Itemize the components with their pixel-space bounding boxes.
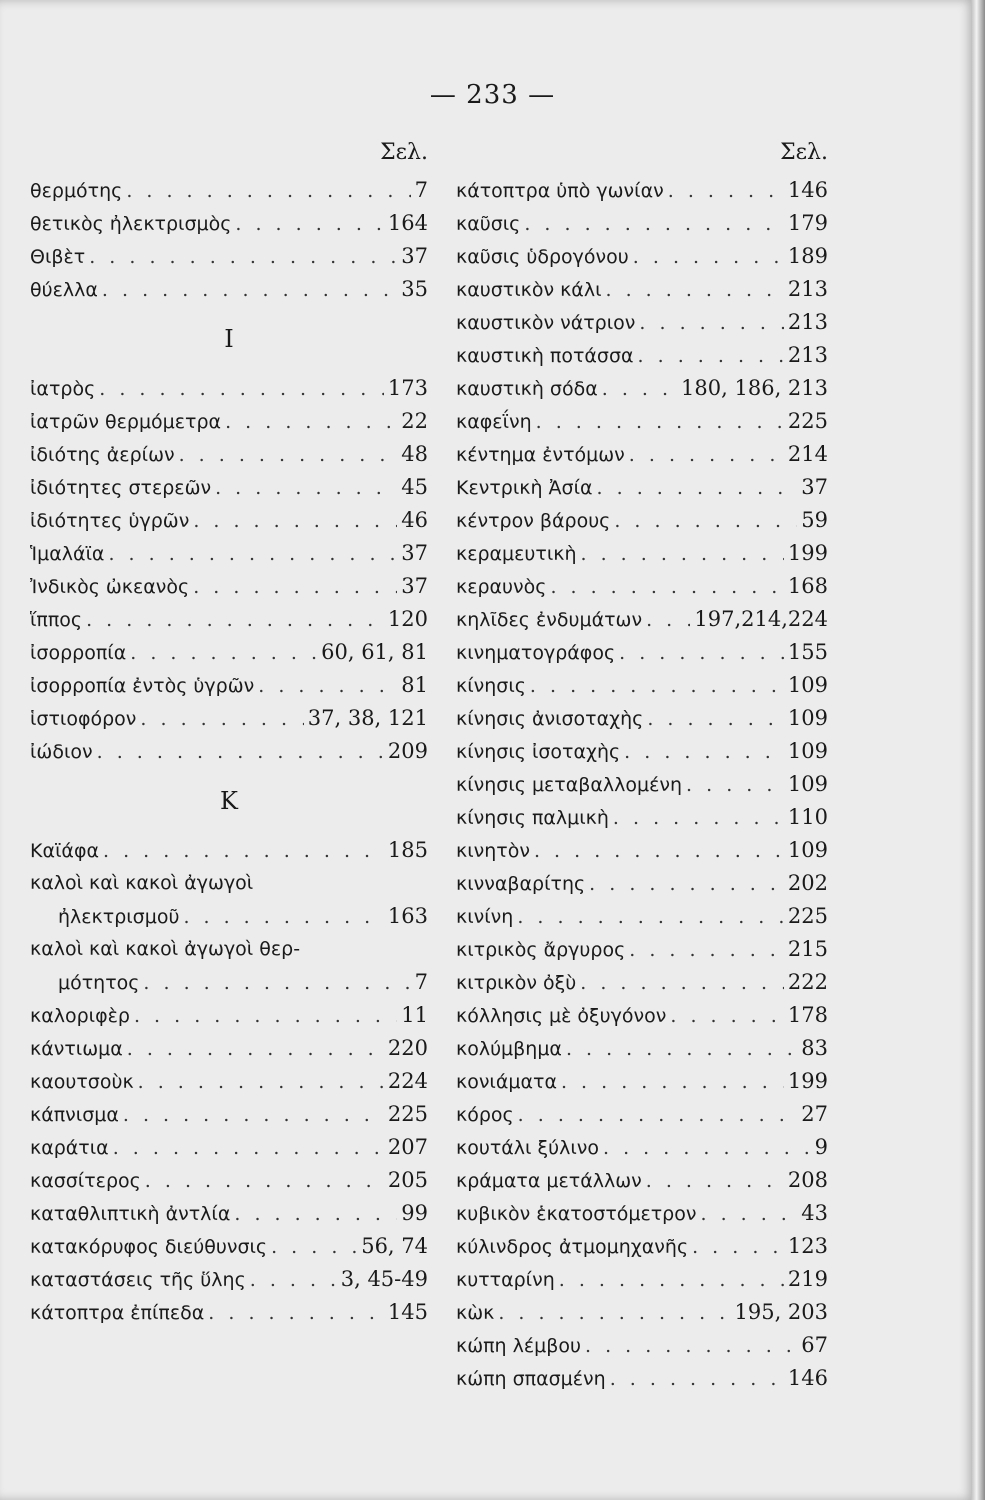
- index-term: κίνησις ἰσοταχὴς: [456, 741, 621, 763]
- dot-leader: [639, 307, 784, 339]
- page-reference: 7: [414, 970, 428, 994]
- page-reference: 99: [401, 1201, 428, 1225]
- index-term: ἰδιότης ἀερίων: [30, 444, 175, 466]
- index-entry: [456, 1197, 828, 1230]
- dot-leader: [517, 901, 784, 933]
- index-term: ἱστιοφόρον: [30, 708, 137, 730]
- dot-leader: [580, 967, 784, 999]
- page-reference: 60, 61, 81: [321, 640, 428, 664]
- index-entry: [456, 801, 828, 834]
- index-entry: [30, 1164, 428, 1197]
- index-entry: [456, 1230, 828, 1263]
- dot-leader: [692, 1231, 784, 1263]
- index-term: καλοριφὲρ: [30, 1005, 130, 1027]
- index-term: κηλῖδες ἐνδυμάτων: [456, 609, 643, 631]
- dot-leader: [102, 274, 397, 306]
- index-entry: [30, 702, 428, 735]
- dot-leader: [498, 1297, 730, 1329]
- index-term: Θιβὲτ: [30, 246, 86, 268]
- index-term: καυστικὴ ποτάσσα: [456, 345, 634, 367]
- page-reference: 213: [787, 343, 828, 367]
- page-reference: 109: [787, 739, 828, 763]
- index-term: θερμότης: [30, 180, 123, 202]
- index-entry: [456, 966, 828, 999]
- index-term: κολύμβημα: [456, 1038, 562, 1060]
- index-entry: [456, 1296, 828, 1329]
- page-reference: 46: [401, 508, 428, 532]
- dot-leader: [126, 175, 410, 207]
- dot-leader: [134, 1000, 397, 1032]
- index-entry: [30, 1131, 428, 1164]
- page-reference: 43: [801, 1201, 828, 1225]
- index-term: καράτια: [30, 1137, 109, 1159]
- index-term: κατακόρυφος διεύθυνσις: [30, 1236, 268, 1258]
- page-reference: 225: [787, 409, 828, 433]
- dot-leader: [581, 538, 784, 570]
- index-term: ἵππος: [30, 609, 83, 631]
- index-entry: [456, 735, 828, 768]
- page-reference: 225: [787, 904, 828, 928]
- dot-leader: [602, 373, 677, 405]
- dot-leader: [646, 1165, 784, 1197]
- index-term: καφεΐνη: [456, 411, 532, 433]
- index-term: Κεντρικὴ Ἀσία: [456, 477, 593, 499]
- dot-leader: [89, 241, 397, 273]
- section-letter: Ι: [224, 325, 234, 353]
- index-term: καλοὶ καὶ κακοὶ ἀγωγοὶ θερ-: [30, 938, 301, 960]
- page-reference: 81: [401, 673, 428, 697]
- index-term: ἰατρῶν θερμόμετρα: [30, 411, 222, 433]
- page-reference: 197,214,224: [694, 607, 828, 631]
- dot-leader: [123, 1099, 384, 1131]
- index-term: κονιάματα: [456, 1071, 557, 1093]
- dot-leader: [647, 703, 784, 735]
- page-reference: 220: [387, 1036, 428, 1060]
- index-entry: [30, 471, 428, 504]
- dot-leader: [597, 472, 798, 504]
- page-reference: 3, 45-49: [340, 1267, 428, 1291]
- index-entry: [456, 1263, 828, 1296]
- page-reference: 37: [401, 244, 428, 268]
- index-term: Ἰνδικὸς ὠκεανὸς: [30, 576, 190, 598]
- index-entry: [456, 438, 828, 471]
- dot-leader: [208, 1297, 384, 1329]
- index-term: κίνησις μεταβαλλομένη: [456, 774, 683, 796]
- page-edge: [971, 0, 985, 1500]
- dot-leader: [103, 835, 384, 867]
- index-entry: [30, 174, 428, 207]
- index-entry: [456, 504, 828, 537]
- index-entry: [456, 306, 828, 339]
- page-reference: 168: [787, 574, 828, 598]
- page-reference: 208: [787, 1168, 828, 1192]
- dot-leader: [638, 340, 784, 372]
- dot-leader: [610, 1363, 784, 1395]
- index-entry: [30, 1230, 428, 1263]
- index-entry: [456, 1065, 828, 1098]
- page-reference: 185: [387, 838, 428, 862]
- index-term: κινηματογράφος: [456, 642, 616, 664]
- index-entry: [30, 867, 428, 900]
- page-reference: 109: [787, 673, 828, 697]
- index-term: κίνησις παλμικὴ: [456, 807, 609, 829]
- index-term: κινναβαρίτης: [456, 873, 586, 895]
- dot-leader: [561, 1066, 784, 1098]
- page-reference: 37: [801, 475, 828, 499]
- index-entry: [30, 240, 428, 273]
- page-reference: 146: [787, 1366, 828, 1390]
- dot-leader: [559, 1264, 784, 1296]
- index-term: θύελλα: [30, 279, 98, 301]
- index-entry: [30, 1098, 428, 1131]
- page-reference: 209: [387, 739, 428, 763]
- dot-leader: [524, 208, 784, 240]
- dot-leader: [271, 1231, 357, 1263]
- index-term: κόρος: [456, 1104, 514, 1126]
- index-entry: [456, 1164, 828, 1197]
- index-term: ἰδιότητες στερεῶν: [30, 477, 212, 499]
- index-term: κράματα μετάλλων: [456, 1170, 642, 1192]
- index-term: κέντρον βάρους: [456, 510, 611, 532]
- index-term: κίνησις ἀνισοταχὴς: [456, 708, 644, 730]
- page-reference: 22: [401, 409, 428, 433]
- page-reference: 199: [787, 1069, 828, 1093]
- index-entry: [30, 504, 428, 537]
- dot-leader: [614, 505, 797, 537]
- index-term: ἰσορροπία: [30, 642, 127, 664]
- dot-leader: [606, 274, 784, 306]
- page-reference: 37: [401, 574, 428, 598]
- index-entry: [456, 372, 828, 405]
- index-term: καῦσις ὑδρογόνου: [456, 246, 629, 268]
- page-reference: 9: [814, 1135, 828, 1159]
- index-term: κώπη σπασμένη: [456, 1368, 606, 1390]
- page-reference: 109: [787, 706, 828, 730]
- index-term: ἰώδιον: [30, 741, 93, 763]
- index-term: κόλλησις μὲ ὀξυγόνον: [456, 1005, 667, 1027]
- page-reference: 225: [387, 1102, 428, 1126]
- page-reference: 205: [387, 1168, 428, 1192]
- page-reference: 222: [787, 970, 828, 994]
- dot-leader: [534, 835, 784, 867]
- page-reference: 110: [787, 805, 828, 829]
- page-reference: 35: [401, 277, 428, 301]
- index-term: κινητὸν: [456, 840, 530, 862]
- index-entry: [456, 933, 828, 966]
- index-entry: [456, 570, 828, 603]
- index-entry: [456, 1131, 828, 1164]
- page-reference: 7: [414, 178, 428, 202]
- dot-leader: [585, 1330, 797, 1362]
- page-reference: 224: [387, 1069, 428, 1093]
- dot-leader: [193, 505, 397, 537]
- index-term: καουτσοὺκ: [30, 1071, 134, 1093]
- index-term: κιτρικὸς ἄργυρος: [456, 939, 626, 961]
- index-term: κασσίτερος: [30, 1170, 141, 1192]
- dot-leader: [235, 208, 384, 240]
- index-entry: [30, 1263, 428, 1296]
- index-term: κουτάλι ξύλινο: [456, 1137, 599, 1159]
- page-reference: 189: [787, 244, 828, 268]
- index-entry: [30, 1296, 428, 1329]
- index-entry: [456, 1032, 828, 1065]
- dot-leader: [250, 1264, 337, 1296]
- dot-leader: [566, 1033, 797, 1065]
- page-reference: 179: [787, 211, 828, 235]
- index-entries: [30, 174, 428, 1329]
- index-term: καυστικὸν κάλι: [456, 279, 602, 301]
- index-entry: [456, 636, 828, 669]
- index-term: καυστικὸν νάτριον: [456, 312, 636, 334]
- index-entry: [456, 174, 828, 207]
- dot-leader: [589, 868, 784, 900]
- page-column-header: Σελ.: [780, 140, 828, 165]
- index-term: κάπνισμα: [30, 1104, 119, 1126]
- page-reference: 202: [787, 871, 828, 895]
- index-term: θετικὸς ἠλεκτρισμὸς: [30, 213, 232, 235]
- page-reference: 83: [801, 1036, 828, 1060]
- dot-leader: [646, 604, 690, 636]
- page-reference: 48: [401, 442, 428, 466]
- dot-leader: [215, 472, 397, 504]
- index-entry: [30, 537, 428, 570]
- dot-leader: [518, 1099, 798, 1131]
- page-reference: 155: [787, 640, 828, 664]
- index-entry: [456, 867, 828, 900]
- index-entry: [456, 999, 828, 1032]
- dot-leader: [536, 406, 784, 438]
- dot-leader: [686, 769, 784, 801]
- page-reference: 213: [787, 310, 828, 334]
- index-term: κώπη λέμβου: [456, 1335, 581, 1357]
- index-entry: [456, 1098, 828, 1131]
- page-reference: 109: [787, 772, 828, 796]
- dot-leader: [619, 637, 784, 669]
- page-reference: 37: [401, 541, 428, 565]
- index-entry: [30, 900, 428, 933]
- index-term: κυβικὸν ἑκατοστόμετρον: [456, 1203, 697, 1225]
- dot-leader: [145, 1165, 384, 1197]
- dot-leader: [629, 439, 784, 471]
- page-reference: 219: [787, 1267, 828, 1291]
- page-reference: 27: [801, 1102, 828, 1126]
- page-reference: 59: [801, 508, 828, 532]
- page-reference: 67: [801, 1333, 828, 1357]
- dot-leader: [258, 670, 397, 702]
- index-entry: [30, 834, 428, 867]
- index-term: κεραυνὸς: [456, 576, 547, 598]
- dot-leader: [550, 571, 783, 603]
- dot-leader: [143, 967, 410, 999]
- page-reference: 11: [401, 1003, 428, 1027]
- dot-leader: [613, 802, 784, 834]
- index-entry: [456, 405, 828, 438]
- index-entry: [456, 1362, 828, 1395]
- index-entry: [456, 768, 828, 801]
- index-term: καλοὶ καὶ κακοὶ ἀγωγοὶ: [30, 872, 254, 894]
- index-entry: [30, 1065, 428, 1098]
- index-term: ἰατρὸς: [30, 378, 96, 400]
- index-term: κύλινδρος ἀτμομηχανῆς: [456, 1236, 689, 1258]
- index-entry: [30, 933, 428, 966]
- dot-leader: [130, 637, 317, 669]
- index-term: Ἱμαλάϊα: [30, 543, 105, 565]
- page-reference: 214: [787, 442, 828, 466]
- index-entries: [456, 174, 828, 1395]
- page-reference: 146: [787, 178, 828, 202]
- page-reference: 145: [387, 1300, 428, 1324]
- page-number: — 233 —: [429, 80, 556, 110]
- dot-leader: [138, 1066, 384, 1098]
- index-entry: [30, 999, 428, 1032]
- page-reference: 180, 186, 213: [681, 376, 828, 400]
- index-entry: [456, 702, 828, 735]
- index-term: κιτρικὸν ὀξὺ: [456, 972, 577, 994]
- dot-leader: [127, 1033, 384, 1065]
- dot-leader: [234, 1198, 397, 1230]
- index-entry: [456, 339, 828, 372]
- dot-leader: [97, 736, 384, 768]
- dot-leader: [99, 373, 384, 405]
- index-term: Καϊάφα: [30, 840, 99, 862]
- page-reference: 120: [387, 607, 428, 631]
- index-column-left: [30, 140, 428, 1329]
- index-entry: [30, 405, 428, 438]
- index-term: κινίνη: [456, 906, 514, 928]
- page-reference: 199: [787, 541, 828, 565]
- page-reference: 37, 38, 121: [307, 706, 428, 730]
- index-term: κυτταρίνη: [456, 1269, 555, 1291]
- index-entry: [456, 834, 828, 867]
- index-term: κέντημα ἐντόμων: [456, 444, 625, 466]
- dot-leader: [193, 571, 397, 603]
- dot-leader: [700, 1198, 797, 1230]
- index-entry: [30, 966, 428, 999]
- index-entry: [456, 207, 828, 240]
- index-term: ἠλεκτρισμοῦ: [58, 906, 180, 928]
- dot-leader: [140, 703, 303, 735]
- index-entry: [456, 273, 828, 306]
- page-reference: 178: [787, 1003, 828, 1027]
- index-entry: [456, 537, 828, 570]
- page-reference: 56, 74: [361, 1234, 428, 1258]
- index-entry: [30, 636, 428, 669]
- page-reference: 123: [787, 1234, 828, 1258]
- index-term: ἰσορροπία ἐντὸς ὑγρῶν: [30, 675, 255, 697]
- index-term: κίνησις: [456, 675, 526, 697]
- page-reference: 164: [387, 211, 428, 235]
- index-entry: [456, 900, 828, 933]
- index-entry: [30, 1197, 428, 1230]
- index-column-right: [456, 140, 828, 1395]
- page-reference: 207: [387, 1135, 428, 1159]
- dot-leader: [670, 1000, 784, 1032]
- dot-leader: [183, 901, 383, 933]
- index-entry: [456, 603, 828, 636]
- dot-leader: [629, 934, 784, 966]
- index-term: κεραμευτικὴ: [456, 543, 577, 565]
- page-column-header: Σελ.: [380, 140, 428, 165]
- index-entry: [30, 438, 428, 471]
- dot-leader: [113, 1132, 384, 1164]
- page-reference: 163: [387, 904, 428, 928]
- index-term: καταθλιπτικὴ ἀντλία: [30, 1203, 231, 1225]
- dot-leader: [530, 670, 784, 702]
- index-entry: [30, 735, 428, 768]
- page-reference: 109: [787, 838, 828, 862]
- index-entry: [30, 570, 428, 603]
- index-entry: [456, 240, 828, 273]
- page-reference: 195, 203: [734, 1300, 828, 1324]
- dot-leader: [603, 1132, 811, 1164]
- dot-leader: [624, 736, 784, 768]
- index-entry: [30, 372, 428, 405]
- index-entry: [456, 471, 828, 504]
- page-reference: 173: [387, 376, 428, 400]
- index-entry: [30, 207, 428, 240]
- index-term: καυστικὴ σόδα: [456, 378, 598, 400]
- section-letter: Κ: [220, 787, 238, 815]
- index-term: καταστάσεις τῆς ὕλης: [30, 1269, 246, 1291]
- index-term: μότητος: [58, 972, 140, 994]
- index-entry: [30, 669, 428, 702]
- index-entry: [30, 1032, 428, 1065]
- index-entry: [30, 603, 428, 636]
- dot-leader: [86, 604, 384, 636]
- index-entry: [30, 273, 428, 306]
- index-term: κὼκ: [456, 1302, 495, 1324]
- index-term: κάτοπτρα ἐπίπεδα: [30, 1302, 205, 1324]
- page-reference: 215: [787, 937, 828, 961]
- index-entry: [456, 669, 828, 702]
- index-entry: [456, 1329, 828, 1362]
- dot-leader: [179, 439, 398, 471]
- dot-leader: [108, 538, 397, 570]
- dot-leader: [633, 241, 784, 273]
- index-term: κάντιωμα: [30, 1038, 123, 1060]
- page-reference: 45: [401, 475, 428, 499]
- index-term: καῦσις: [456, 213, 521, 235]
- index-term: κάτοπτρα ὑπὸ γωνίαν: [456, 180, 664, 202]
- dot-leader: [668, 175, 784, 207]
- dot-leader: [225, 406, 397, 438]
- index-term: ἰδιότητες ὑγρῶν: [30, 510, 190, 532]
- page-reference: 213: [787, 277, 828, 301]
